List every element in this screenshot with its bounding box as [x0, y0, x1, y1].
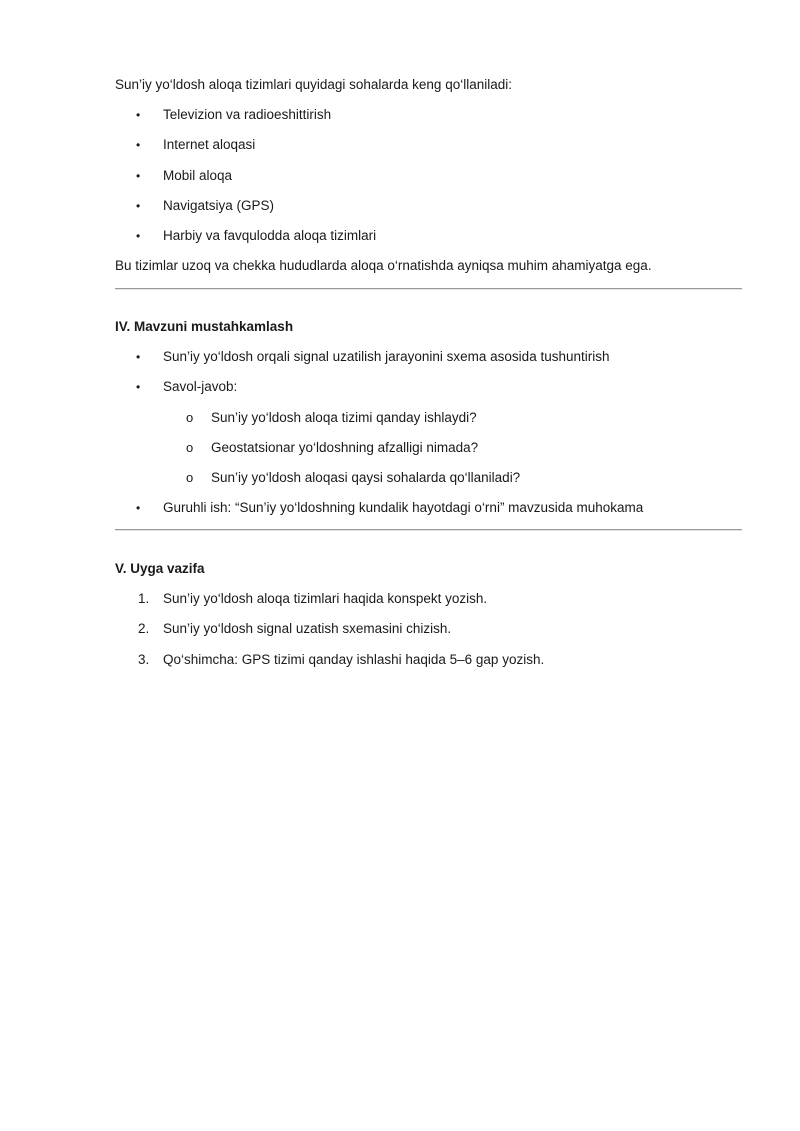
list-item-text: Televizion va radioeshittirish: [163, 107, 332, 122]
bullet-icon: •: [136, 350, 141, 364]
horizontal-rule: [115, 529, 742, 531]
item-number: 1.: [138, 591, 150, 606]
bullet-icon: •: [136, 199, 141, 213]
circle-bullet-icon: o: [186, 470, 194, 485]
numbered-item: [138, 620, 451, 638]
horizontal-rule: [115, 288, 742, 290]
bullet-icon: •: [136, 108, 141, 122]
list-item-text: Harbiy va favqulodda aloqa tizimlari: [163, 228, 377, 243]
list-item: [136, 348, 609, 366]
task-text: Sun’iy yo‘ldosh signal uzatish sxemasini chizish.: [163, 621, 452, 636]
item-number: 3.: [138, 652, 150, 667]
bullet-icon: •: [136, 229, 141, 243]
task-text: Qo‘shimcha: GPS tizimi qanday ishlashi haqida 5–6 gap yozish.: [163, 652, 545, 667]
bullet-icon: •: [136, 169, 141, 183]
list-item-text: Navigatsiya (GPS): [163, 198, 275, 213]
question-text: Sun’iy yo‘ldosh aloqasi qaysi sohalarda qo‘llaniladi?: [211, 470, 521, 485]
question-text: Geostatsionar yo‘ldoshning afzalligi nimada?: [211, 440, 479, 455]
list-item: [136, 136, 255, 154]
list-item-text: Guruhli ish: “Sun’iy yo‘ldoshning kundalik hayotdagi o‘rni” mavzusida muhokama: [163, 500, 644, 515]
sub-list-item: [186, 409, 477, 427]
section-heading: V. Uyga vazifa: [115, 561, 205, 576]
numbered-item: [138, 590, 487, 608]
circle-bullet-icon: o: [186, 410, 194, 425]
bullet-icon: •: [136, 501, 141, 515]
circle-bullet-icon: o: [186, 440, 194, 455]
list-item-text: Internet aloqasi: [163, 137, 256, 152]
question-text: Sun’iy yo‘ldosh aloqa tizimi qanday ishlaydi?: [211, 410, 477, 425]
item-number: 2.: [138, 621, 150, 636]
bullet-icon: •: [136, 138, 141, 152]
intro-paragraph: Sun’iy yo‘ldosh aloqa tizimlari quyidagi sohalarda keng qo‘llaniladi:: [115, 77, 512, 92]
section-heading: IV. Mavzuni mustahkamlash: [115, 319, 294, 334]
sub-list-item: [186, 469, 520, 487]
list-item-text: Mobil aloqa: [163, 168, 233, 183]
task-text: Sun’iy yo‘ldosh aloqa tizimlari haqida konspekt yozish.: [163, 591, 488, 606]
sub-list-item: [186, 439, 478, 457]
list-item: [136, 167, 232, 185]
list-item: [136, 227, 376, 245]
conclusion-paragraph: Bu tizimlar uzoq va chekka hududlarda aloqa o‘rnatishda ayniqsa muhim ahamiyatga ega.: [115, 258, 652, 273]
list-item-text: Sun’iy yo‘ldosh orqali signal uzatilish jarayonini sxema asosida tushuntirish: [163, 349, 610, 364]
numbered-item: [138, 651, 544, 669]
list-item: [136, 499, 643, 517]
list-item: [136, 197, 274, 215]
list-item: [136, 378, 237, 396]
list-item-text: Savol-javob:: [163, 379, 238, 394]
list-item: [136, 106, 331, 124]
bullet-icon: •: [136, 380, 141, 394]
